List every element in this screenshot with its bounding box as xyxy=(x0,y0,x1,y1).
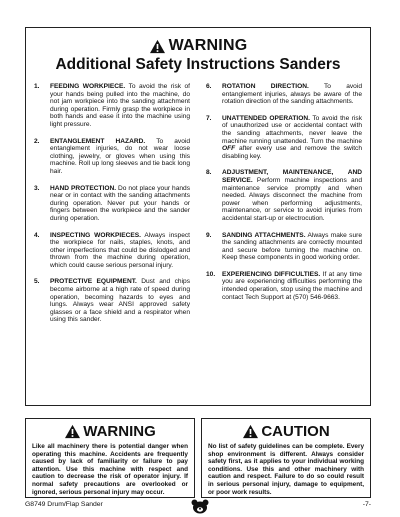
instruction-item xyxy=(206,83,362,106)
instructions-left-column xyxy=(34,83,198,333)
instruction-item xyxy=(34,185,190,223)
main-warning-label: WARNING xyxy=(168,37,248,54)
instruction-item xyxy=(34,232,190,270)
instruction-item xyxy=(34,278,190,324)
warning-box-text: Like all machinery there is potential danger when operating this machine. Accidents are frequently caused by lack of familiarity or failure to pay attention. Use this machine with respect and caution to decrease the risk of operator injury. If normal safety precautions are overlooked or ignored, serious personal injury may occur. xyxy=(32,443,188,496)
item-text: To avoid the risk of unauthorized use or accidental contact with the sanding attachments, never leave the machine running unattended. Turn the machine xyxy=(222,114,362,145)
main-header xyxy=(26,37,370,74)
item-heading: SANDING ATTACHMENTS. xyxy=(222,231,306,239)
warning-box-label: WARNING xyxy=(83,423,156,440)
item-text: To avoid entanglement injuries, always be aware of the rotation direction of the sanding attachments. xyxy=(222,83,362,106)
caution-box-text: No list of safety guidelines can be complete. Every shop environment is different. Always consider safety first, as it applies to your individual working conditions. Use this and other machinery with caution and respect. Failure to do so could result in serious personal injury, damage to equipment, or poor work results. xyxy=(208,443,364,496)
item-text: To avoid entanglement injuries, do not wear loose clothing, jewelry, or gloves when using this machine. Roll up long sleeves and tie back long hair. xyxy=(50,137,190,175)
item-number: 7. xyxy=(206,114,212,122)
warning-box xyxy=(25,418,195,498)
warning-box-title xyxy=(32,423,188,440)
page-number: -7- xyxy=(362,501,371,508)
instruction-item xyxy=(206,115,362,161)
item-heading: EXPERIENCING DIFFICULTIES. xyxy=(222,270,321,278)
item-number: 10. xyxy=(206,270,216,278)
item-heading: FEEDING WORKPIECE. xyxy=(50,83,126,90)
page-title: Additional Safety Instructions Sanders xyxy=(55,56,341,73)
main-warning-title xyxy=(26,37,370,55)
item-text: To avoid the risk of your hands being pulled into the machine, do not jam workpiece into the sanding attachment during operation. Firmly grasp the workpiece in both hands and ease it into the machine using light pressure. xyxy=(50,83,190,128)
item-number: 1. xyxy=(34,83,40,90)
item-text: Always inspect the workpiece for nails, staples, knots, and other imperfections that could be dislodged and thrown from the machine during operation, which could cause serious personal injury. xyxy=(50,231,190,269)
instruction-item xyxy=(34,138,190,176)
instructions-columns xyxy=(34,83,362,333)
item-number: 2. xyxy=(34,137,40,145)
item-heading: ADJUSTMENT, MAINTENANCE, AND SERVICE. xyxy=(222,169,362,184)
bear-logo-icon xyxy=(191,499,209,514)
instruction-item xyxy=(206,271,362,301)
item-text: Always make sure the sanding attachments are correctly mounted and secure before turning the machine on. Keep these components in good working order. xyxy=(222,231,362,262)
item-number: 4. xyxy=(34,231,40,239)
item-text: after every use and remove the switch disabling key. xyxy=(222,145,362,160)
safety-instructions-box xyxy=(25,27,371,406)
item-heading: ROTATION DIRECTION. xyxy=(222,83,309,90)
instruction-item xyxy=(206,232,362,262)
item-text: Dust and chips become airborne at a high rate of speed during operation, becoming hazards to eyes and lungs. Always wear ANSI approved safety glasses or a face shield and a respirator when using this sander. xyxy=(50,278,190,324)
item-number: 5. xyxy=(34,278,40,286)
instruction-item xyxy=(206,169,362,222)
warning-triangle-icon xyxy=(64,424,81,439)
item-emphasis: OFF xyxy=(222,145,236,153)
item-heading: INSPECTING WORKPIECES. xyxy=(50,231,141,239)
warning-triangle-icon xyxy=(149,39,166,54)
item-number: 6. xyxy=(206,83,212,90)
instruction-item xyxy=(34,83,190,129)
item-heading: UNATTENDED OPERATION. xyxy=(222,114,310,122)
item-text: Do not place your hands near or in contact with the sanding attachments during operation. Never put your hands or fingers between the workpiece and the sander during operation. xyxy=(50,184,190,222)
footer-model: G8749 Drum/Flap Sander xyxy=(25,501,103,508)
item-heading: ENTANGLEMENT HAZARD. xyxy=(50,137,146,145)
item-number: 9. xyxy=(206,231,212,239)
item-number: 3. xyxy=(34,184,40,192)
item-heading: PROTECTIVE EQUIPMENT. xyxy=(50,278,137,286)
caution-box xyxy=(201,418,371,498)
warning-triangle-icon xyxy=(242,424,259,439)
item-text: Perform machine inspections and maintenance service promptly and when needed. Always disconnect the machine from power when performing adjustments, maintenance, or service to avoid injuries from accidental start-up or electrocution. xyxy=(222,176,362,222)
caution-box-label: CAUTION xyxy=(261,423,330,440)
item-number: 8. xyxy=(206,169,212,177)
caution-box-title xyxy=(208,423,364,440)
item-text: If at any time you are experiencing difficulties performing the intended operation, stop using the machine and contact Tech Support at (570) 546-9663. xyxy=(222,270,362,301)
item-heading: HAND PROTECTION. xyxy=(50,184,117,192)
instructions-right-column xyxy=(198,83,362,333)
